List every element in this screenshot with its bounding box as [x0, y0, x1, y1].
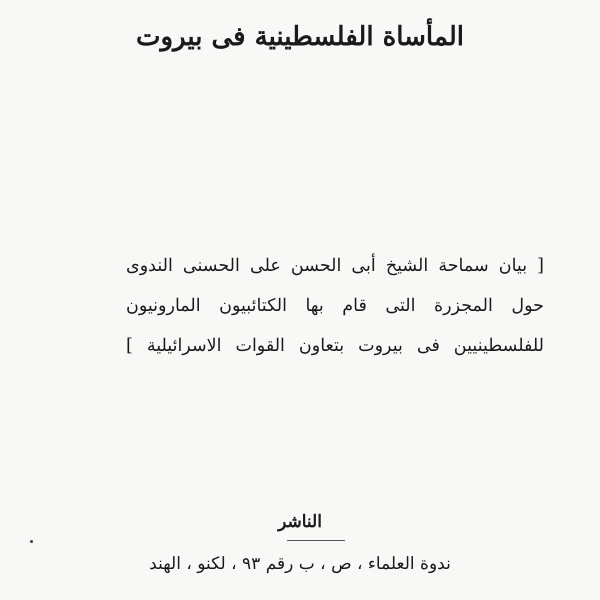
document-title: المأساة الفلسطينية فى بيروت — [135, 22, 465, 52]
statement-line-3: للفلسطينيين فى بيروت بتعاون القوات الاسرائيلية ] — [126, 336, 544, 356]
statement-line-1: [ بيان سماحة الشيخ أبى الحسن على الحسنى الندوى — [126, 256, 544, 276]
publisher-underline — [287, 540, 345, 541]
publisher-label: الناشر — [278, 512, 322, 532]
publisher-address: ندوة العلماء ، ص ، ب رقم ٩٣ ، لكنو ، الهند — [149, 554, 451, 574]
statement-line-2: حول المجزرة التى قام بها الكتائبيون المارونيون — [126, 296, 544, 316]
statement-block — [126, 246, 544, 366]
scan-speck — [30, 540, 33, 543]
